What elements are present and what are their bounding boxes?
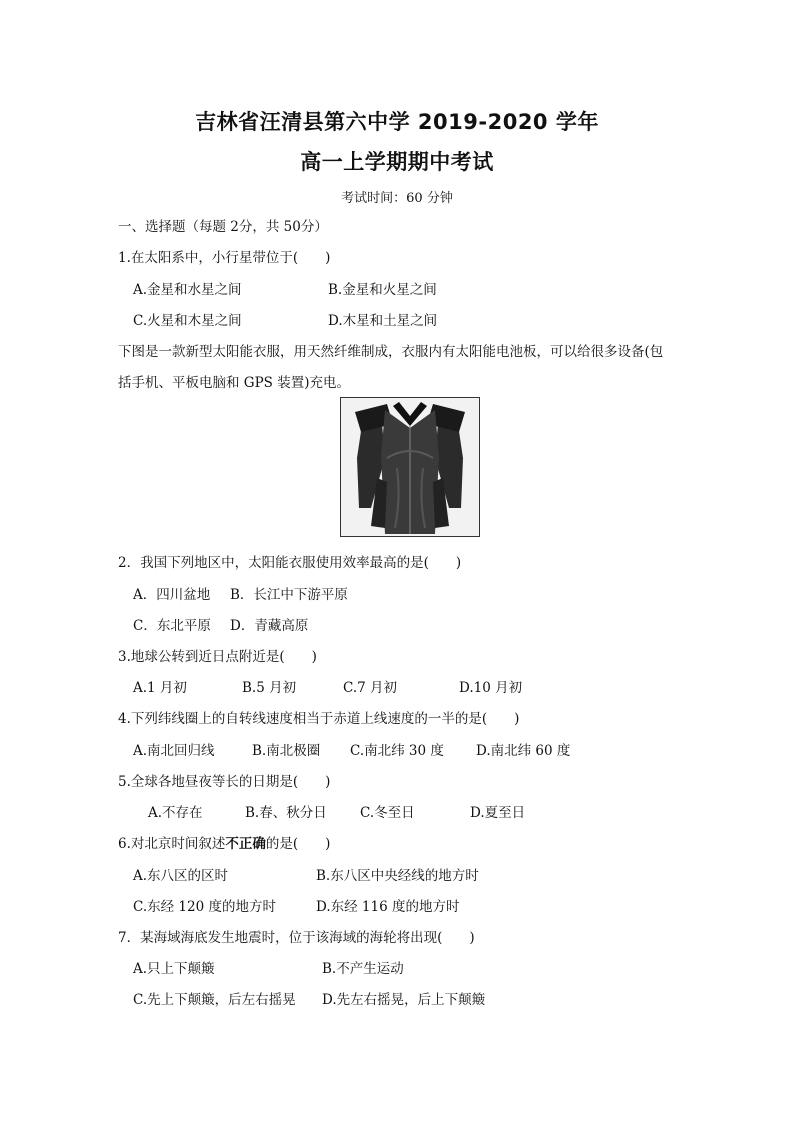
material-text-line1: 下图是一款新型太阳能衣服，用天然纤维制成，衣服内有太阳能电池板，可以给很多设备(包 [118, 344, 664, 360]
section-heading: 一、选择题（每题 2分，共 50分） [118, 219, 328, 235]
question-6-stem-emphasis: 不正确 [225, 836, 266, 852]
question-4-option-a: A.南北回归线 [133, 743, 215, 759]
question-1-option-d: D.木星和土星之间 [328, 313, 438, 329]
question-2-option-a: A．四川盆地 [133, 587, 211, 603]
solar-jacket-image [340, 397, 480, 537]
question-2-option-c: C．东北平原 [133, 618, 211, 634]
exam-title-line2: 高一上学期期中考试 [300, 150, 494, 174]
question-7-option-c: C.先上下颠簸，后左右摇晃 [133, 992, 296, 1008]
question-6-stem-post: 的是( ) [265, 836, 331, 852]
question-3-option-b: B.5 月初 [242, 680, 297, 696]
question-3-option-a: A.1 月初 [133, 680, 187, 696]
exam-title-line1: 吉林省汪清县第六中学 2019-2020 学年 [195, 110, 599, 134]
question-7-option-d: D.先左右摇晃，后上下颠簸 [322, 992, 486, 1008]
question-6-stem [118, 835, 330, 853]
question-5-option-b: B.春、秋分日 [245, 805, 327, 821]
question-7-stem: 7．某海域海底发生地震时，位于该海域的海轮将出现( ) [118, 930, 475, 946]
question-2-option-b: B．长江中下游平原 [230, 587, 348, 603]
question-3-option-d: D.10 月初 [459, 680, 523, 696]
question-5-option-a: A.不存在 [148, 805, 203, 821]
question-1-option-a: A.金星和水星之间 [133, 282, 242, 298]
question-4-option-b: B.南北极圈 [252, 743, 321, 759]
question-5-option-d: D.夏至日 [470, 805, 526, 821]
question-7-option-a: A.只上下颠簸 [133, 961, 215, 977]
question-7-option-b: B.不产生运动 [322, 961, 404, 977]
question-4-option-c: C.南北纬 30 度 [350, 743, 444, 759]
question-2-option-d: D．青藏高原 [230, 618, 309, 634]
question-4-stem: 4.下列纬线圈上的自转线速度相当于赤道上线速度的一半的是( ) [118, 711, 520, 727]
question-3-option-c: C.7 月初 [343, 680, 398, 696]
question-4-option-d: D.南北纬 60 度 [476, 743, 571, 759]
question-6-option-b: B.东八区中央经线的地方时 [316, 868, 479, 884]
question-6-stem-pre: 6.对北京时间叙述 [118, 836, 226, 852]
question-6-option-a: A.东八区的区时 [133, 868, 229, 884]
question-1-stem: 1.在太阳系中，小行星带位于( ) [118, 250, 331, 266]
question-5-stem: 5.全球各地昼夜等长的日期是( ) [118, 774, 331, 790]
material-text-line2: 括手机、平板电脑和 GPS 装置)充电。 [118, 375, 350, 391]
question-5-option-c: C.冬至日 [360, 805, 415, 821]
question-6-option-d: D.东经 116 度的地方时 [316, 899, 460, 915]
exam-time: 考试时间：60 分钟 [341, 191, 453, 206]
question-6-option-c: C.东经 120 度的地方时 [133, 899, 276, 915]
question-3-stem: 3.地球公转到近日点附近是( ) [118, 649, 317, 665]
question-2-stem: 2．我国下列地区中，太阳能衣服使用效率最高的是( ) [118, 555, 462, 571]
question-1-option-c: C.火星和木星之间 [133, 313, 242, 329]
question-1-option-b: B.金星和火星之间 [328, 282, 437, 298]
